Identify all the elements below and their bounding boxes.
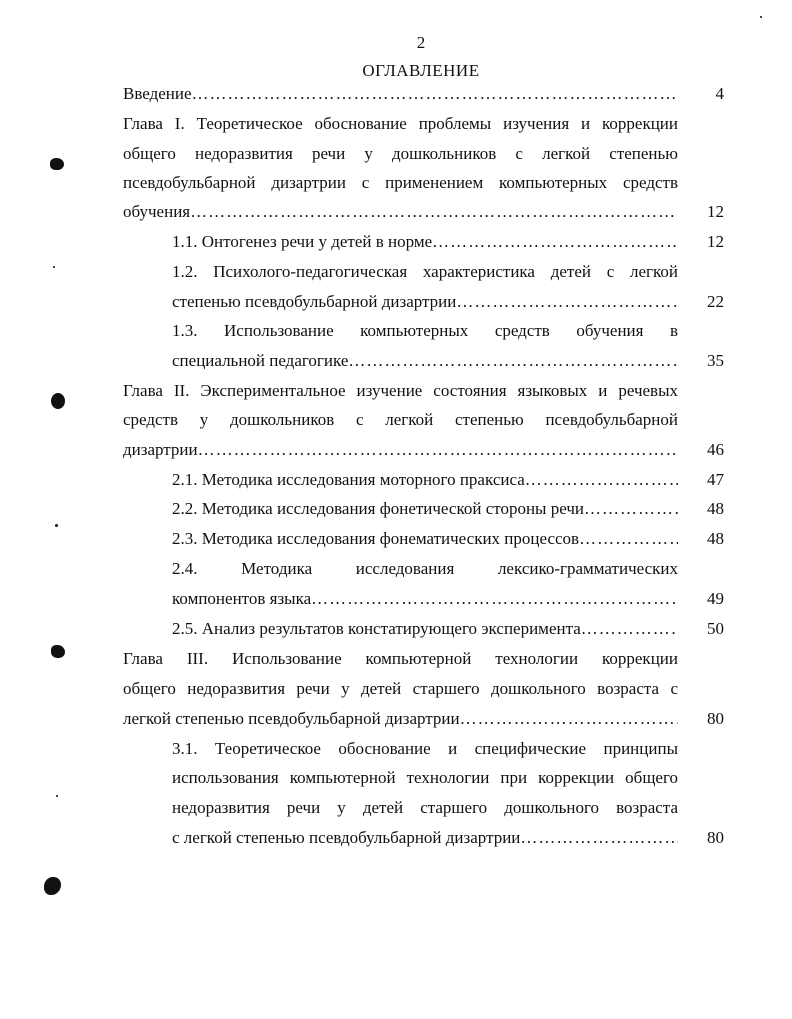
toc-entry-line: степенью псевдобульбарной дизартрии …………………………………………………………………………………………………………………………………………………………………………………… — [172, 287, 678, 317]
scan-speck — [760, 16, 762, 18]
toc-page-number: 49 — [707, 589, 724, 608]
toc-entry-line: 1.2. Психолого-педагогическая характеристика детей с легкой — [172, 262, 678, 281]
toc-entry-line: средств у дошкольников с легкой степенью псевдобульбарной — [123, 410, 678, 429]
toc-entry-line: 2.4. Методика исследования лексико-грамматических — [172, 559, 678, 578]
toc-page-number: 80 — [707, 828, 724, 847]
scan-blot — [50, 158, 64, 170]
toc-entry-line: легкой степенью псевдобульбарной дизартрии …………………………………………………………………………………………………………………………………………………………………………………… — [123, 704, 678, 734]
scan-blot — [51, 393, 65, 409]
toc-entry-line: Введение …………………………………………………………………………………………………………………………………………………………………………………… — [123, 79, 678, 109]
toc-entry-line: 2.5. Анализ результатов констатирующего эксперимента …………………………………………………………………………………………………………………………………………………………………………………… — [172, 614, 678, 644]
toc-page-number: 47 — [707, 470, 724, 489]
toc-entry-line: с легкой степенью псевдобульбарной дизартрии …………………………………………………………………………………………………………………………………………………………………………………… — [172, 823, 678, 853]
scan-blot — [44, 877, 61, 895]
toc-page-number: 46 — [707, 440, 724, 459]
page-number: 2 — [416, 33, 426, 52]
scan-speck — [55, 524, 58, 527]
toc-entry-line: псевдобульбарной дизартрии с применением компьютерных средств — [123, 173, 678, 192]
toc-entry-line: 1.3. Использование компьютерных средств обучения в — [172, 321, 678, 340]
toc-entry-line: компонентов языка …………………………………………………………………………………………………………………………………………………………………………………… — [172, 584, 678, 614]
toc-entry-line: обучения …………………………………………………………………………………………………………………………………………………………………………………… — [123, 197, 678, 227]
toc-entry-line: Глава II. Экспериментальное изучение состояния языковых и речевых — [123, 381, 678, 400]
scan-speck — [56, 795, 58, 797]
toc-page-number: 48 — [707, 529, 724, 548]
toc-entry-line: использования компьютерной технологии при коррекции общего — [172, 768, 678, 787]
toc-page-number: 12 — [707, 202, 724, 221]
toc-page-number: 12 — [707, 232, 724, 251]
toc-page-number: 48 — [707, 499, 724, 518]
toc-entry-line: специальной педагогике …………………………………………………………………………………………………………………………………………………………………………………… — [172, 346, 678, 376]
toc-entry-line: 3.1. Теоретическое обоснование и специфические принципы — [172, 739, 678, 758]
toc-page-number: 80 — [707, 709, 724, 728]
toc-title: ОГЛАВЛЕНИЕ — [362, 61, 480, 80]
toc-entry-line: 2.3. Методика исследования фонематических процессов …………………………………………………………………………………………………………………………………………………………………………………… — [172, 524, 678, 554]
toc-entry-line: 2.1. Методика исследования моторного праксиса …………………………………………………………………………………………………………………………………………………………………………………… — [172, 465, 678, 495]
scan-blot — [51, 645, 65, 658]
toc-entry-line: общего недоразвития речи у детей старшего дошкольного возраста с — [123, 679, 678, 698]
toc-entry-line: 1.1. Онтогенез речи у детей в норме …………………………………………………………………………………………………………………………………………………………………………………… — [172, 227, 678, 257]
toc-page-number: 4 — [715, 84, 724, 103]
scan-speck — [53, 266, 55, 268]
toc-entry-line: Глава I. Теоретическое обоснование проблемы изучения и коррекции — [123, 114, 678, 133]
toc-page-number: 50 — [707, 619, 724, 638]
toc-entry-line: общего недоразвития речи у дошкольников с легкой степенью — [123, 144, 678, 163]
toc-entry-line: недоразвития речи у детей старшего дошкольного возраста — [172, 798, 678, 817]
toc-entry-line: дизартрии …………………………………………………………………………………………………………………………………………………………………………………… — [123, 435, 678, 465]
toc-entry-line: Глава III. Использование компьютерной технологии коррекции — [123, 649, 678, 668]
toc-page-number: 35 — [707, 351, 724, 370]
toc-page-number: 22 — [707, 292, 724, 311]
toc-entry-line: 2.2. Методика исследования фонетической стороны речи …………………………………………………………………………………………………………………………………………………………………………………… — [172, 494, 678, 524]
